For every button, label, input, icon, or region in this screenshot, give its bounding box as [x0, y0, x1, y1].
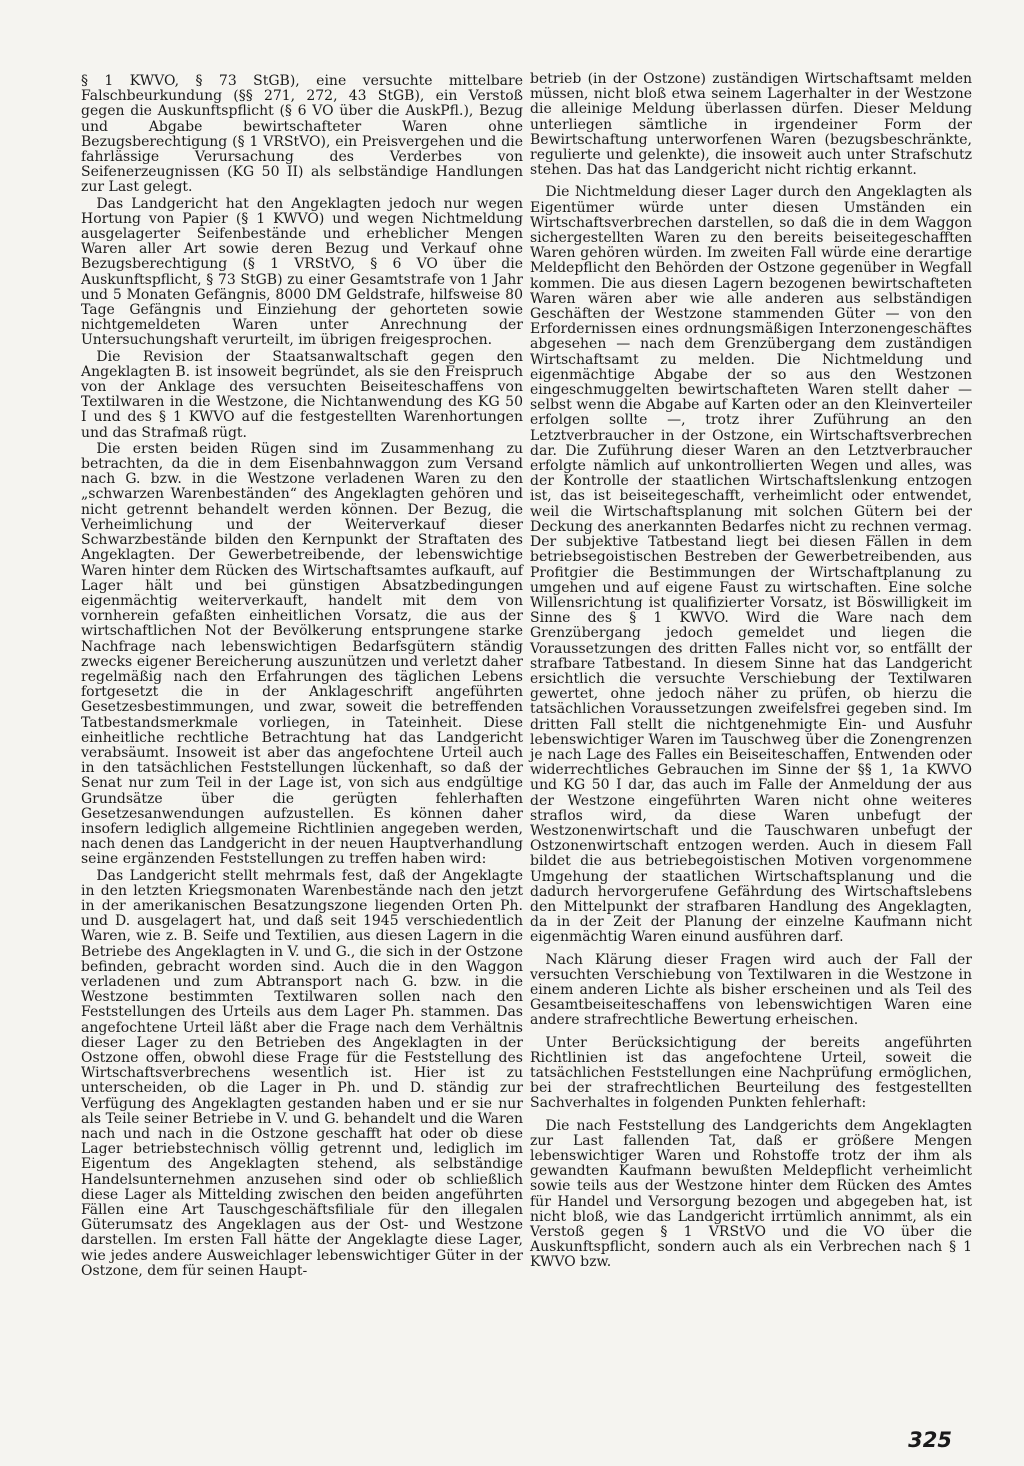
- paragraph: Die Revision der Staatsanwaltschaft gegen den Angeklagten B. ist insoweit begründet, als sie den Freispruch von der Anklage des versuchten Beiseiteschaffens von Textilwaren in die Westzone, die Nichtanwendung des KG 50 I und des § 1 KWVO auf die festgestellten Warenhortungen und das Strafmaß rügt.: [81, 348, 523, 441]
- paragraph: Unter Berücksichtigung der bereits angeführten Richtlinien ist das angefochtene Urteil, soweit die tatsächlichen Feststellungen eine Nachprüfung ermöglichen, bei der strafrechtlichen Beurteilung des festgestellten Sachverhaltes in folgenden Punkten fehlerhaft:: [530, 1034, 972, 1112]
- paragraph: § 1 KWVO, § 73 StGB), eine versuchte mittelbare Falschbeurkundung (§§ 271, 272, 43 StGB), ein Verstoß gegen die Auskunftspflicht (§ 6 VO über die AuskPfl.), Bezug und Abgabe bewirtschafteter Waren ohne Bezugsberechtigung (§ 1 VRStVO), ein Preisvergehen und die fahrlässige Verursachung des Verderbes von Seifenerzeugnissen (KG 50 II) als selbständige Handlungen zur Last gelegt.: [81, 73, 523, 196]
- paragraph: Die ersten beiden Rügen sind im Zusammenhang zu betrachten, da die in dem Eisenbahnwaggon zum Versand nach G. bzw. in die Westzone verladenen Waren zu den „schwarzen Warenbeständen“ des Angeklagten gehören und nicht getrennt behandelt werden können. Der Bezug, die Verheimlichung und der Weiterverkauf dieser Schwarzbestände bilden den Kernpunkt der Straftaten des Angeklagten. Der Gewerbetreibende, der lebenswichtige Waren hinter dem Rücken des Wirtschaftsamtes aufkauft, auf Lager hält und bei günstigen Absatzbedingungen eigenmächtig weiterverkauft, handelt mit dem von vornherein gefaßten einheitlichen Vorsatz, die aus der wirtschaftlichen Not der Bevölkerung entsprungene starke Nachfrage nach lebenswichtigen Bedarfsgütern ständig zwecks eigener Bereicherung auszunützen und verletzt daher regelmäßig nach den Erfahrungen des täglichen Lebens fortgesetzt die in der Anklageschrift angeführten Gesetzesbestimmungen, und zwar, soweit die betreffenden Tatbestandsmerkmale vorliegen, in Tateinheit. Diese einheitliche rechtliche Betrachtung hat das Landgericht verabsäumt. Insoweit ist aber das angefochtene Urteil auch in den tatsächlichen Feststellungen lückenhaft, so daß der Senat nur zum Teil in der Lage ist, von sich aus endgültige Grundsätze über die gerügten fehlerhaften Gesetzesanwendungen aufzustellen. Es können daher insofern lediglich allgemeine Richtlinien angegeben werden, nach denen das Landgericht in der neuen Hauptverhandlung seine ergänzenden Feststellungen zu treffen haben wird:: [81, 440, 523, 868]
- paragraph: betrieb (in der Ostzone) zuständigen Wirtschaftsamt melden müssen, nicht bloß etwa seinem Lagerhalter in der Westzone die alleinige Meldung überlassen dürfen. Dieser Meldung unterliegen sämtliche in irgendeiner Form der Bewirtschaftung unterworfenen Waren (bezugsbeschränkte, regulierte und gelenkte), die insoweit auch unter Strafschutz stehen. Das hat das Landgericht nicht richtig erkannt.: [530, 71, 972, 179]
- left-column: [81, 74, 523, 1279]
- paragraph: Die Nichtmeldung dieser Lager durch den Angeklagten als Eigentümer würde unter diesen Umständen ein Wirtschaftsverbrechen darstellen, so daß die in dem Waggon sichergestellten Waren zu den bereits beiseitegeschafften Waren gehören würden. Im zweiten Fall würde eine derartige Meldepflicht den Behörden der Ostzone gegenüber in Wegfall kommen. Die aus diesen Lagern bezogenen bewirtschafteten Waren wären aber wie alle anderen aus selbständigen Geschäften der Westzone stammenden Güter — von den Erfordernissen eines ordnungsmäßigen Interzonengeschäftes abgesehen — nach dem Grenzübergang dem zuständigen Wirtschaftsamt zu melden. Die Nichtmeldung und eigenmächtige Abgabe der so aus den Westzonen eingeschmuggelten bewirtschafteten Waren stellt daher — selbst wenn die Abgabe auf Karten oder an den Kleinverteiler erfolgen sollte —, trotz ihrer Zuführung an den Letztverbraucher in der Ostzone, ein Wirtschaftsverbrechen dar. Die Zuführung dieser Waren an den Letztverbraucher erfolgte nämlich auf unkontrollierten Wegen und alles, was der Kontrolle der staatlichen Wirtschaftslenkung entzogen ist, das ist beiseitegeschafft, verheimlicht oder entwendet, weil die Wirtschaftsplanung mit solchen Gütern bei der Deckung des anerkannten Bedarfes nicht zu rechnen vermag. Der subjektive Tatbestand liegt bei diesen Fällen in dem betriebsegoistischen Bestreben der Gewerbetreibenden, aus Profitgier die Bestimmungen der Wirtschaftplanung zu umgehen und auf eigene Faust zu wirtschaften. Eine solche Willensrichtung ist qualifizierter Vorsatz, ist Böswilligkeit im Sinne des § 1 KWVO. Wird die Ware nach dem Grenzübergang jedoch gemeldet und liegen die Voraussetzungen des dritten Falles nicht vor, so entfällt der strafbare Tatbestand. In diesem Sinne hat das Landgericht ersichtlich die versuchte Verschiebung der Textilwaren gewertet, ohne jedoch näher zu prüfen, ob hierzu die tatsächlichen Voraussetzungen zweifelsfrei gegeben sind. Im dritten Fall stellt die nichtgenehmigte Ein- und Ausfuhr lebenswichtiger Waren im Tauschweg über die Zonengrenzen je nach Lage des Falles ein Beiseiteschaffen, Entwenden oder widerrechtliches Gebrauchen im Sinne der §§ 1, 1a KWVO und KG 50 I dar, das auch im Falle der Anmeldung der aus der Westzone eingeführten Waren nicht ohne weiteres straflos wird, da diese Waren unbefugt der Westzonenwirtschaft und die Tauschwaren unbefugt der Ostzonenwirtschaft entzogen werden. Auch in diesem Fall bildet die aus betriebegoistischen Motiven vorgenommene Umgehung der staatlichen Wirtschaftsplanung und die dadurch hervorgerufene Gefährdung des Wirtschaftslebens den Mittelpunkt der strafbaren Handlung des Angeklagten, da in der Zeit der Planung der einzelne Kaufmann nicht eigenmächtig Waren einund ausführen darf.: [530, 184, 972, 946]
- page-number: 325: [908, 1428, 952, 1452]
- paragraph: Nach Klärung dieser Fragen wird auch der Fall der versuchten Verschiebung von Textilwaren in die Westzone in einem anderen Lichte als bisher erscheinen und als Teil des Gesamtbeiseiteschaffens von lebenswichtigen Waren eine andere strafrechtliche Bewertung erheischen.: [530, 951, 972, 1029]
- paragraph: Die nach Feststellung des Landgerichts dem Angeklagten zur Last fallenden Tat, daß er größere Mengen lebenswichtiger Waren und Rohstoffe trotz der ihm als gewandten Kaufmann bewußten Meldepflicht verheimlicht sowie teils aus der Westzone hinter dem Rücken des Amtes für Handel und Versorgung bezogen und abgegeben hat, ist nicht bloß, wie das Landgericht irrtümlich annimmt, als ein Verstoß gegen § 1 VRStVO und die VO über die Auskunftspflicht, sondern auch als ein Verbrechen nach § 1 KWVO bzw.: [530, 1117, 972, 1271]
- paragraph: Das Landgericht stellt mehrmals fest, daß der Angeklagte in den letzten Kriegsmonaten Warenbestände nach den jetzt in der amerikanischen Besatzungszone liegenden Orten Ph. und D. ausgelagert hat, und daß seit 1945 verschiedentlich Waren, wie z. B. Seife und Textilien, aus diesen Lagern in die Betriebe des Angeklagten in V. und G., die sich in der Ostzone befinden, gebracht worden sind. Auch die in den Waggon verladenen und zum Abtransport nach G. bzw. in die Westzone bestimmten Textilwaren sollen nach den Feststellungen des Urteils aus dem Lager Ph. stammen. Das angefochtene Urteil läßt aber die Frage nach dem Verhältnis dieser Lager zu den Betrieben des Angeklagten in der Ostzone offen, obwohl diese Frage für die Feststellung des Wirtschaftsverbrechens wesentlich ist. Hier ist zu unterscheiden, ob die Lager in Ph. und D. ständig zur Verfügung des Angeklagten gestanden haben und er sie nur als Teile seiner Betriebe in V. und G. behandelt und die Waren nach und nach in die Ostzone geschafft hat oder ob diese Lager betriebstechnisch völlig getrennt und, lediglich im Eigentum des Angeklagten stehend, als selbständige Handelsunternehmen anzusehen sind oder ob schließlich diese Lager als Mittelding zwischen den beiden angeführten Fällen eine Art Tauschgeschäftsfiliale für den illegalen Güterumsatz des Angeklagen aus der Ost- und Westzone darstellen. Im ersten Fall hätte der Angeklagte diese Lager, wie jedes andere Ausweichlager lebenswichtiger Güter in der Ostzone, dem für seinen Haupt-: [81, 867, 523, 1279]
- right-column: [530, 72, 972, 1271]
- paragraph: Das Landgericht hat den Angeklagten jedoch nur wegen Hortung von Papier (§ 1 KWVO) und wegen Nichtmeldung ausgelagerter Seifenbestände und erheblicher Mengen Waren aller Art sowie deren Bezug und Verkauf ohne Bezugsberechtigung (§ 1 VRStVO, § 6 VO über die Auskunftspflicht, § 73 StGB) zu einer Gesamtstrafe von 1 Jahr und 5 Monaten Gefängnis, 8000 DM Geldstrafe, hilfsweise 80 Tage Gefängnis und Einziehung der gehorteten sowie nichtgemeldeten Waren unter Anrechnung der Untersuchungshaft verurteilt, im übrigen freigesprochen.: [81, 195, 523, 349]
